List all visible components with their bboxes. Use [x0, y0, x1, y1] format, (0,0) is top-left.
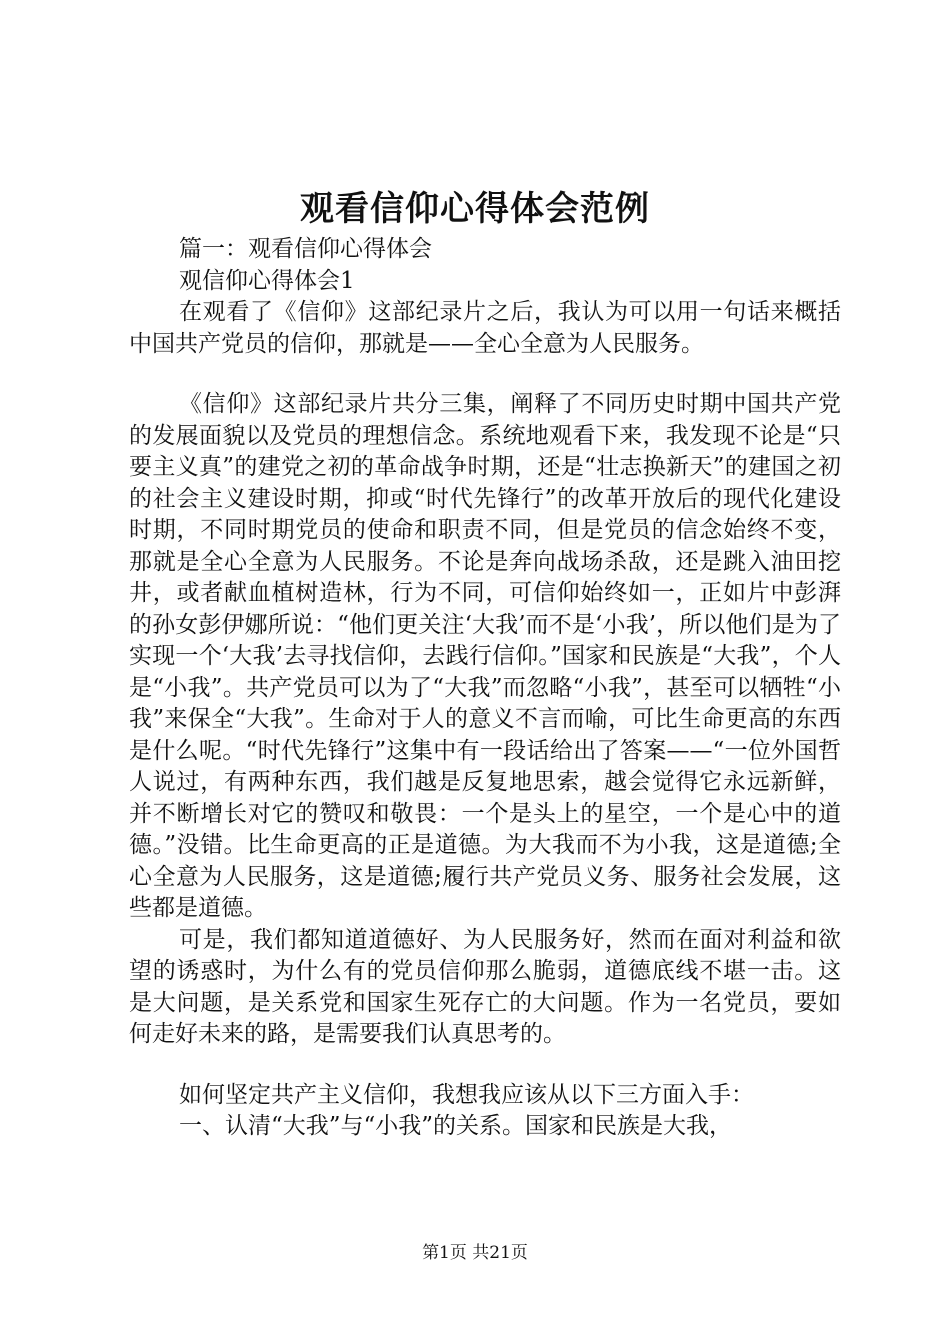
- body-paragraph: 可是，我们都知道道德好、为人民服务好，然而在面对利益和欲望的诱惑时，为什么有的党员信仰那么脆弱，道德底线不堪一击。这是大问题，是关系党和国家生死存亡的大问题。作为一名党员，要如何走好未来的路，是需要我们认真思考的。: [129, 926, 841, 1047]
- subsection-heading: 观信仰心得体会1: [179, 267, 355, 294]
- section-heading: 篇一：观看信仰心得体会: [179, 236, 432, 262]
- body-paragraph: 一、认清“大我”与“小我”的关系。国家和民族是大我，: [179, 1113, 733, 1139]
- document-body: [129, 234, 841, 1143]
- page-footer: 第1页 共21页: [422, 1243, 528, 1263]
- document-title: 观看信仰心得体会范例: [300, 189, 650, 229]
- body-paragraph: 如何坚定共产主义信仰，我想我应该从以下三方面入手：: [179, 1081, 754, 1108]
- body-paragraph: 《信仰》这部纪录片共分三集，阐释了不同历史时期中国共产党的发展面貌以及党员的理想信念。系统地观看下来，我发现不论是“只要主义真”的建党之初的革命战争时期，还是“壮志换新天”的建国之初的社会主义建设时期，抑或“时代先锋行”的改革开放后的现代化建设时期，不同时期党员的使命和职责不同，但是党员的信念始终不变，那就是全心全意为人民服务。不论是奔向战场杀敌，还是跳入油田挖井，或者献血植树造林，行为不同，可信仰始终如一，正如片中彭湃的孙女彭伊娜所说：“他们更关注‘大我’而不是‘小我’，所以他们是为了实现一个‘大我’去寻找信仰，去践行信仰。”国家和民族是“大我”，个人是“小我”。共产党员可以为了“大我”而忽略“小我”，甚至可以牺牲“小我”来保全“大我”。生命对于人的意义不言而喻，可比生命更高的东西是什么呢。“时代先锋行”这集中有一段话给出了答案——“一位外国哲人说过，有两种东西，我们越是反复地思索，越会觉得它永远新鲜，并不断增长对它的赞叹和敬畏：一个是头上的星空，一个是心中的道德。”没错。比生命更高的正是道德。为大我而不为小我，这是道德;全心全意为人民服务，这是道德;履行共产党员义务、服务社会发展，这些都是道德。: [129, 391, 841, 921]
- body-paragraph: 在观看了《信仰》这部纪录片之后，我认为可以用一句话来概括中国共产党员的信仰，那就是——全心全意为人民服务。: [129, 299, 841, 357]
